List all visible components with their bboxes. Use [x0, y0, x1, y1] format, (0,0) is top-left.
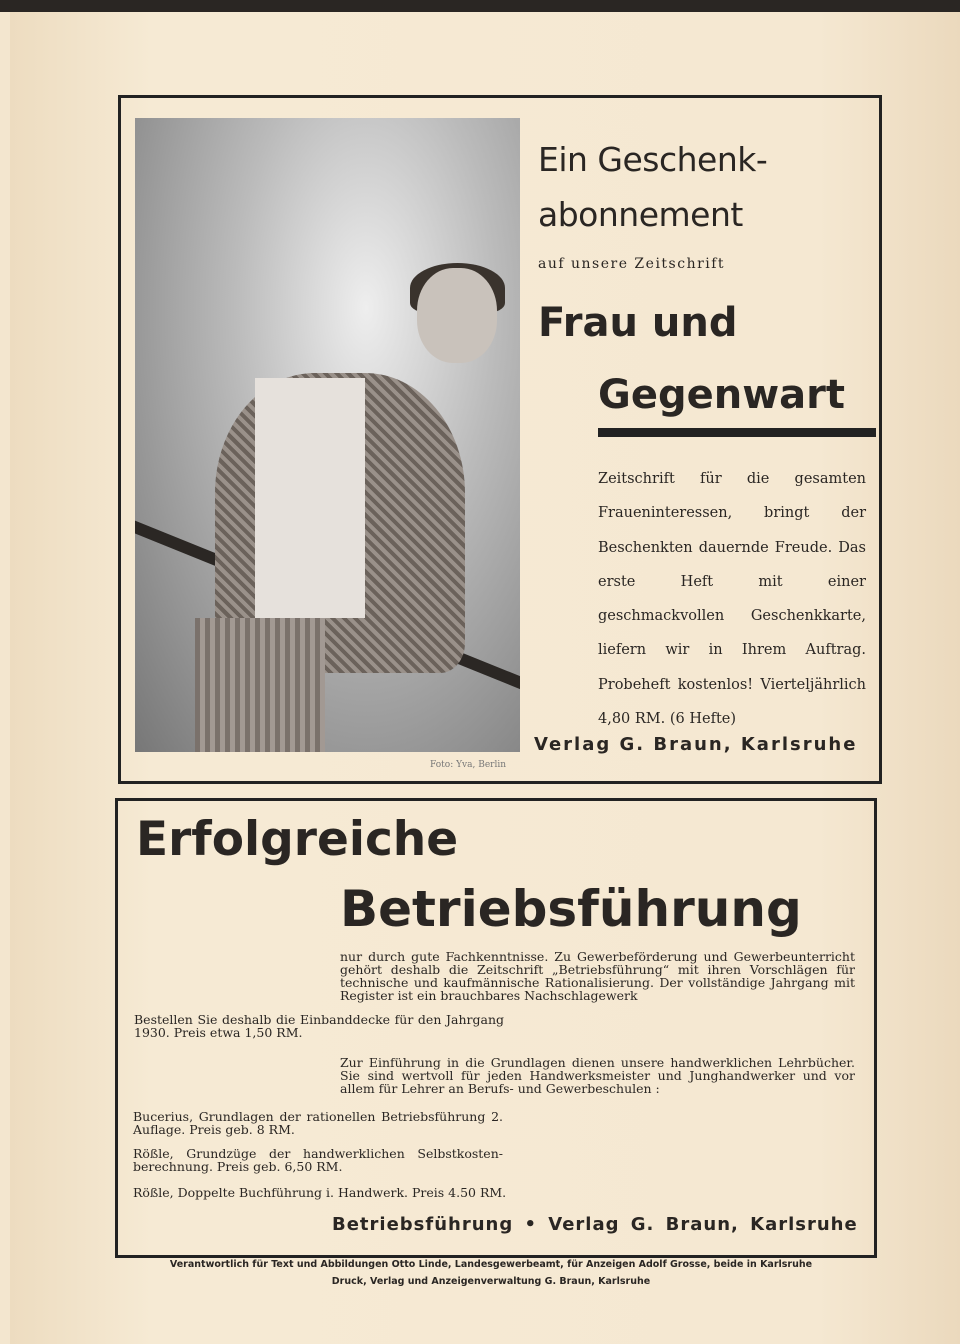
headline-line1: Ein Geschenk- [538, 140, 768, 179]
title-underline [598, 428, 876, 437]
ad1-publisher: Verlag G. Braun, Karlsruhe [534, 734, 858, 755]
imprint-line1: Verantwortlich für Text und Abbildungen Otto Linde, Landesgewerbeamt, für Anzeigen Adolf Grosse, beide in Karlsruhe [169, 1259, 813, 1270]
ad2-title-line1: Erfolgreiche [136, 812, 459, 867]
ad2-books-intro: Zur Einführung in die Grundlagen dienen unsere handwerklichen Lehrbücher. Sie sind wertvoll für jeden Handwerksmeister und Junghandwerker und vor allem für Lehrer an Berufs- und Gewerbeschulen : [340, 1055, 855, 1096]
ad1-body: Zeitschrift für die gesamten Fraueninteressen, bringt der Beschenkten dauernde Freude. Das erste Heft mit einer geschmackvollen Geschenkkarte, liefern wir in Ihrem Auftrag. Probeheft kostenlos! Vierteljährlich 4,80 RM. (6 Hefte) [598, 471, 866, 728]
subline: auf unsere Zeitschrift [538, 256, 726, 272]
ad2-title-line2: Betriebsführung [340, 880, 802, 938]
fashion-photo [135, 118, 520, 752]
book-item: Rößle, Grundzüge der handwerklichen Selbstkostenberechnung. Preis geb. 6,50 RM. [133, 1146, 503, 1174]
scan-edge [0, 0, 960, 12]
magazine-title-line2: Gegenwart [598, 372, 845, 418]
photo-credit: Foto: Yva, Berlin [430, 760, 507, 770]
imprint-line2: Druck, Verlag und Anzeigenverwaltung G. Braun, Karlsruhe [331, 1276, 651, 1287]
book-item: Bucerius, Grundlagen der rationellen Betriebsführung 2. Auflage. Preis geb. 8 RM. [133, 1109, 503, 1137]
book-item: Rößle, Doppelte Buchführung i. Handwerk. Preis 4.50 RM. [133, 1185, 507, 1200]
ad2-intro: nur durch gute Fachkenntnisse. Zu Gewerbeförderung und Gewerbeunterricht gehört deshalb die Zeitschrift „Betriebsführung“ mit ihren Vorschlägen für technische und kaufmännische Rationalisierung. Der vollständige Jahrgang mit Register ist ein brauchbares Nachschlagewerk [340, 949, 855, 1003]
ad2-order: Bestellen Sie deshalb die Einbanddecke für den Jahrgang 1930. Preis etwa 1,50 RM. [134, 1012, 504, 1040]
ad2-footer: Betriebsführung • Verlag G. Braun, Karlsruhe [332, 1214, 858, 1235]
magazine-title-line1: Frau und [538, 300, 738, 346]
headline-line2: abonnement [538, 195, 743, 234]
